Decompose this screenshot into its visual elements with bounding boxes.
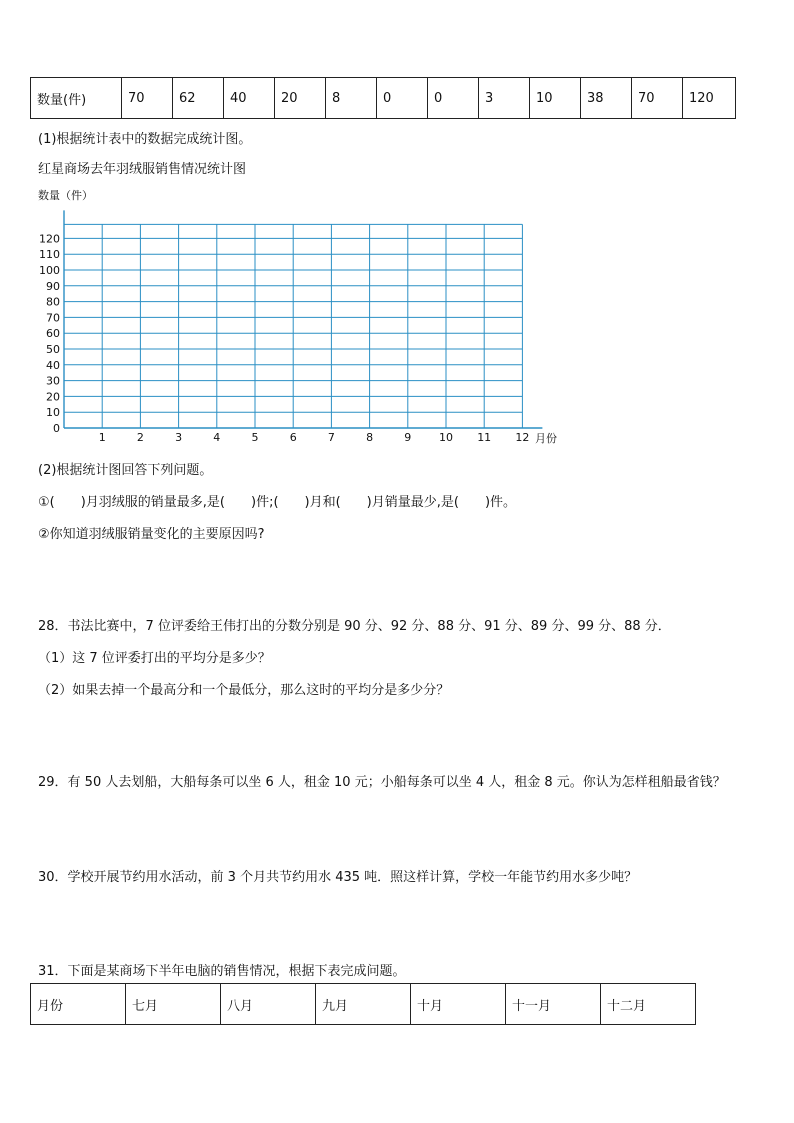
question-1: ①( )月羽绒服的销量最多,是( )件;( )月和( )月销量最少,是( )件。 bbox=[38, 495, 517, 510]
chart-grid bbox=[64, 210, 542, 428]
y-tick-label: 0 bbox=[53, 422, 60, 435]
problem-31: 31．下面是某商场下半年电脑的销售情况，根据下表完成问题。 bbox=[38, 964, 406, 979]
table-row bbox=[31, 984, 696, 1025]
table-cell: 3 bbox=[479, 78, 530, 119]
table-cell: 十二月 bbox=[601, 984, 696, 1025]
table-cell: 0 bbox=[377, 78, 428, 119]
y-tick-label: 90 bbox=[46, 279, 60, 293]
x-tick-label: 4 bbox=[213, 431, 221, 444]
table-cell: 九月 bbox=[316, 984, 411, 1025]
x-tick-label: 10 bbox=[439, 431, 453, 444]
y-tick-labels bbox=[39, 232, 60, 435]
table-cell: 七月 bbox=[126, 984, 221, 1025]
y-tick-label: 60 bbox=[46, 327, 60, 341]
task-1-text: (1)根据统计表中的数据完成统计图。 bbox=[38, 132, 252, 147]
x-tick-label: 11 bbox=[477, 431, 492, 444]
problem-30: 30．学校开展节约用水活动，前 3 个月共节约用水 435 吨．照这样计算，学校一年能节约用水多少吨？ bbox=[38, 870, 638, 885]
x-tick-label: 9 bbox=[404, 431, 412, 444]
sales-table bbox=[30, 77, 736, 119]
problem-28-sub-2: （2）如果去掉一个最高分和一个最低分，那么这时的平均分是多少分？ bbox=[38, 683, 450, 698]
y-tick-label: 30 bbox=[46, 374, 60, 388]
table-cell: 十月 bbox=[411, 984, 506, 1025]
y-tick-label: 10 bbox=[46, 406, 60, 420]
table-cell: 70 bbox=[632, 78, 683, 119]
problem-29: 29．有 50 人去划船，大船每条可以坐 6 人，租金 10 元；小船每条可以坐 4 人，租金 8 元。你认为怎样租船最省钱？ bbox=[38, 775, 726, 790]
table-cell: 40 bbox=[224, 78, 275, 119]
table-header-cell: 月份 bbox=[31, 984, 126, 1025]
y-tick-label: 70 bbox=[46, 311, 60, 325]
computer-sales-table bbox=[30, 983, 696, 1025]
table-cell: 62 bbox=[173, 78, 224, 119]
chart-title: 红星商场去年羽绒服销售情况统计图 bbox=[38, 162, 247, 177]
table-header-cell: 数量(件) bbox=[31, 78, 122, 119]
x-tick-label: 7 bbox=[327, 431, 335, 444]
x-tick-label: 5 bbox=[251, 431, 259, 444]
table-cell: 0 bbox=[428, 78, 479, 119]
x-tick-label: 8 bbox=[366, 431, 374, 444]
table-cell: 10 bbox=[530, 78, 581, 119]
x-tick-label: 2 bbox=[136, 431, 144, 444]
x-tick-label: 12 bbox=[515, 431, 530, 444]
y-tick-label: 80 bbox=[46, 295, 60, 309]
problem-28: 28．书法比赛中，7 位评委给王伟打出的分数分别是 90 分、92 分、88 分、91 分、89 分、99 分、88 分． bbox=[38, 619, 671, 634]
y-tick-label: 120 bbox=[39, 232, 60, 246]
table-cell: 8 bbox=[326, 78, 377, 119]
y-tick-label: 50 bbox=[46, 343, 60, 356]
x-tick-label: 1 bbox=[98, 431, 106, 444]
y-tick-label: 100 bbox=[39, 264, 60, 277]
problem-28-sub-1: （1）这 7 位评委打出的平均分是多少？ bbox=[38, 651, 271, 666]
table-row bbox=[31, 78, 736, 119]
table-cell: 20 bbox=[275, 78, 326, 119]
y-tick-label: 110 bbox=[39, 248, 60, 262]
x-tick-labels bbox=[99, 431, 530, 444]
table-cell: 120 bbox=[683, 78, 736, 119]
table-cell: 70 bbox=[122, 78, 173, 119]
y-axis-label: 数量（件） bbox=[38, 189, 93, 202]
table-cell: 38 bbox=[581, 78, 632, 119]
x-tick-label: 6 bbox=[289, 431, 297, 444]
y-tick-label: 20 bbox=[46, 390, 60, 404]
table-cell: 十一月 bbox=[506, 984, 601, 1025]
x-tick-label: 3 bbox=[175, 431, 183, 444]
y-tick-label: 40 bbox=[46, 358, 60, 372]
sales-line-chart bbox=[28, 186, 588, 448]
table-cell: 八月 bbox=[221, 984, 316, 1025]
x-axis-label: 月份 bbox=[535, 432, 557, 445]
task-2-text: (2)根据统计图回答下列问题。 bbox=[38, 463, 213, 478]
question-2: ②你知道羽绒服销量变化的主要原因吗? bbox=[38, 527, 265, 542]
